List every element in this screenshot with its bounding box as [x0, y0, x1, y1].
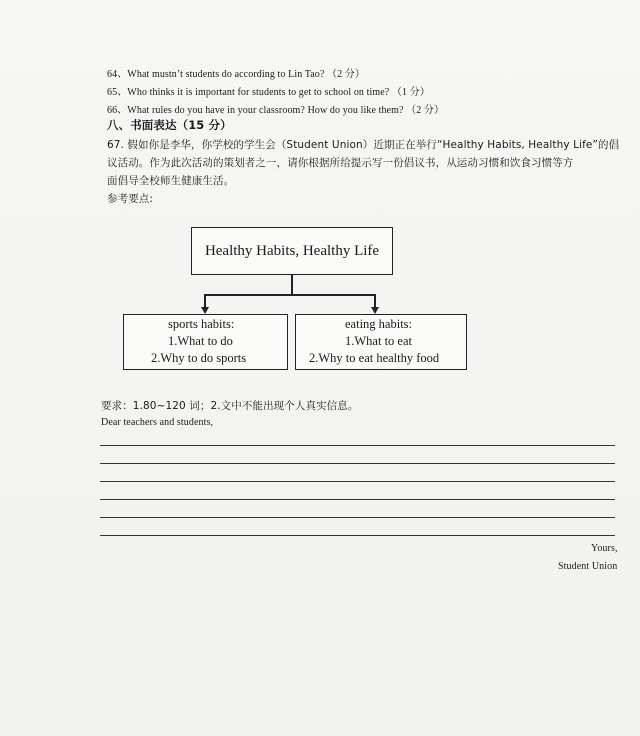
- reference-label: 参考要点:: [107, 193, 154, 205]
- diagram-title-box: [191, 227, 393, 275]
- writing-line: [100, 499, 615, 500]
- question-64: 64、What mustn’t students do according to Lin Tao? （2 分）: [107, 69, 366, 80]
- writing-line: [100, 463, 615, 464]
- section-title: 八、书面表达（15 分）: [107, 118, 232, 132]
- prompt-line-1: 67. 假如你是李华，你学校的学生会（Student Union）近期正在举行“Healthy Habits, Healthy Life”的倡: [107, 139, 620, 151]
- connector-stem: [291, 275, 293, 295]
- question-66: 66、What rules do you have in your classroom? How do you like them? （2 分）: [107, 105, 445, 116]
- eating-heading: eating habits:: [345, 317, 412, 331]
- requirements: 要求：1.80~120 词；2.文中不能出现个人真实信息。: [101, 400, 359, 412]
- connector-bar: [204, 294, 375, 296]
- sports-habits-box: [123, 314, 288, 370]
- diagram-title: Healthy Habits, Healthy Life: [204, 242, 380, 259]
- writing-line: [100, 535, 615, 536]
- sports-item-1: 1.What to do: [168, 334, 233, 348]
- closing-yours: Yours,: [591, 543, 618, 554]
- connector-left-drop: [204, 294, 206, 308]
- eating-habits-box: [295, 314, 467, 370]
- arrow-left-icon: [201, 307, 209, 314]
- prompt-line-2: 议活动。作为此次活动的策划者之一，请你根据所给提示写一份倡议书，从运动习惯和饮食习惯等方: [107, 157, 574, 169]
- writing-line: [100, 445, 615, 446]
- closing-signature: Student Union: [558, 561, 618, 572]
- sports-heading: sports habits:: [168, 317, 235, 331]
- eating-item-1: 1.What to eat: [345, 334, 412, 348]
- salutation: Dear teachers and students,: [101, 417, 214, 428]
- arrow-right-icon: [371, 307, 379, 314]
- prompt-line-3: 面倡导全校师生健康生活。: [107, 175, 235, 187]
- eating-item-2: 2.Why to eat healthy food: [309, 351, 440, 365]
- sports-item-2: 2.Why to do sports: [151, 351, 247, 365]
- connector-right-drop: [374, 294, 376, 308]
- writing-line: [100, 481, 615, 482]
- question-65: 65、Who thinks it is important for students to get to school on time? （1 分）: [107, 87, 430, 98]
- writing-line: [100, 517, 615, 518]
